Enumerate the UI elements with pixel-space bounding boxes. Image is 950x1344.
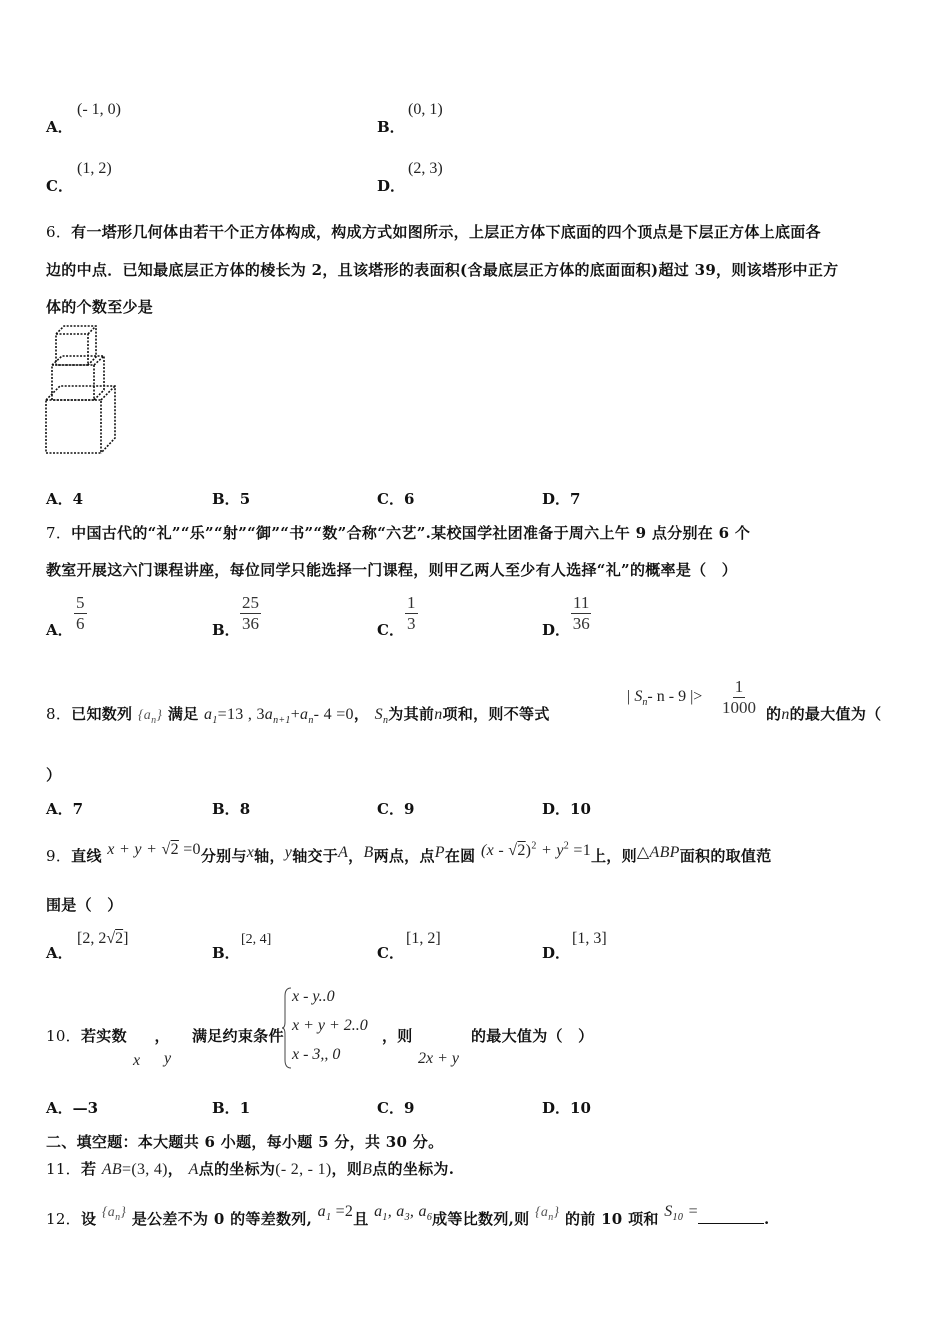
q10-option-b: B．1 xyxy=(212,1099,251,1117)
q7-option-a-fraction: $\frac{5}{6}$ xyxy=(76,593,85,633)
q8-option-b: B．8 xyxy=(212,800,251,818)
q6-text-1: 有一塔形几何体由若干个正方体构成，构成方式如图所示，上层正方体下底面的四个顶点是下层正方体上底面各 xyxy=(71,223,821,241)
q5-option-c-label: C． xyxy=(46,177,73,195)
q10-option-c: C．9 xyxy=(377,1099,415,1117)
q10-var-y: y xyxy=(164,1050,172,1067)
q10-then: ，则 xyxy=(382,1027,413,1045)
q7-line1: 7．中国古代的“礼”“乐”“射”“御”“书”“数”合称“六艺”.某校国学社团准备于周六上午 9 点分别在 6 个 xyxy=(46,524,751,542)
q9-option-c-label: C． xyxy=(377,944,404,962)
q5-option-a-label: A． xyxy=(46,118,73,136)
q8-condition: $a_1=13$ , $3a_{n+1}+a_n-$ 4 =0 xyxy=(204,706,354,727)
q12-s10: $S_{10}$ xyxy=(664,1203,684,1224)
q8-option-a: A．7 xyxy=(46,800,84,818)
q6-line2: 边的中点．已知最底层正方体的棱长为 2，且该塔形的表面积(含最底层正方体的底面面积)超过 39，则该塔形中正方 xyxy=(46,261,839,279)
q10-constraint-1: x - y..0 xyxy=(292,988,335,1005)
q7-option-d-fraction: $\frac{11}{36}$ xyxy=(572,593,590,633)
q5-option-d-label: D． xyxy=(377,177,406,195)
q9-option-b-value: [2, 4] xyxy=(241,932,272,947)
q7-line2: 教室开展这六门课程讲座，每位同学只能选择一门课程，则甲乙两人至少有人选择“礼”的概率是（ ） xyxy=(46,561,738,579)
q8-line1-end: 的n的最大值为（ xyxy=(766,705,882,723)
q12-terms: $a_1$, $a_3$, $a_6$ xyxy=(374,1203,433,1224)
q9-line2: 围是（ ） xyxy=(46,896,123,914)
q9-circle-equation: $(x - √2)^2 + y^2 =1$ xyxy=(480,840,591,859)
q11-coordinate: (- 2, - 1) xyxy=(275,1161,332,1178)
q8-option-d: D．10 xyxy=(542,800,591,818)
q9-option-b-label: B． xyxy=(212,944,240,962)
middle-cube-front xyxy=(52,365,94,400)
q10-brace xyxy=(282,986,292,1070)
q8-close-paren: ） xyxy=(46,766,62,784)
q8-option-c: C．9 xyxy=(377,800,415,818)
q10-option-d: D．10 xyxy=(542,1099,591,1117)
q9-option-d-value: [1, 3] xyxy=(572,930,607,947)
q8-line1: 8．已知数列 $\{a_n\}$ 满足 $a_1=13$ , $3a_{n+1}+a_n-$ 4 =0， $S_n$为其前n项和，则不等式 xyxy=(46,705,550,727)
q12-a1: $a_1 =2$ xyxy=(317,1203,354,1224)
q12-sequence: $\{a_n\}$ xyxy=(101,1205,127,1223)
middle-cube-back xyxy=(52,356,104,400)
q9-option-c-value: [1, 2] xyxy=(406,930,441,947)
q7-option-b-fraction: $\frac{25}{36}$ xyxy=(242,593,259,633)
q10-line: 10．若实数 ， 满足约束条件 xyxy=(46,1027,284,1045)
q10-ask: 的最大值为（ ） xyxy=(471,1027,594,1045)
q11-line: 11．若 AB=(3, 4)， A点的坐标为(- 2, - 1)，则B点的坐标为. xyxy=(46,1160,455,1178)
q10-constraint-2: x + y + 2..0 xyxy=(292,1017,368,1034)
q10-var-x: x xyxy=(133,1052,141,1069)
q9-option-a-value: [2, 2√2] xyxy=(77,930,129,947)
q9-option-a-label: A． xyxy=(46,944,73,962)
q11-vector: AB=(3, 4) xyxy=(101,1161,168,1178)
q9-line-equation: x + y + √2 =0 xyxy=(107,841,201,858)
q5-option-c-value: (1, 2) xyxy=(77,160,112,177)
q7-option-d-label: D． xyxy=(542,621,571,639)
q7-option-a-label: A． xyxy=(46,621,73,639)
q5-option-b-label: B． xyxy=(377,118,405,136)
q10-option-a: A．—3 xyxy=(46,1099,99,1117)
q9-option-d-label: D． xyxy=(542,944,571,962)
q6-option-b: B．5 xyxy=(212,490,251,508)
q8-sn: $S_n$ xyxy=(374,706,389,727)
top-cube-front xyxy=(56,334,88,365)
q7-option-c-label: C． xyxy=(377,621,404,639)
q7-option-b-label: B． xyxy=(212,621,240,639)
q6-option-c: C．6 xyxy=(377,490,415,508)
q7-option-c-fraction: $\frac{1}{3}$ xyxy=(407,593,416,633)
section-2-heading: 二、填空题：本大题共 6 小题，每小题 5 分，共 30 分。 xyxy=(46,1133,444,1151)
q6-number: 6． xyxy=(46,223,72,241)
q9-line1: 9．直线 x + y + √2 =0分别与x轴，y轴交于A，B两点，点P在圆 $(x - √2)^2 + y^2 =1$上，则△ABP面积的取值范 xyxy=(46,840,772,865)
bottom-cube-front xyxy=(46,400,101,453)
q12-line: 12．设 $\{a_n\}$ 是公差不为 0 的等差数列, $a_1 =2$且 $a_1$, $a_3$, $a_6$成等比数列,则 $\{a_n\}$ 的前 10 项和 $S_{10}$ = . xyxy=(46,1203,770,1228)
top-cube-back xyxy=(56,326,96,365)
q10-target: 2x + y xyxy=(418,1050,459,1067)
q10-constraint-3: x - 3,, 0 xyxy=(292,1046,341,1063)
q8-sequence: $\{a_n\}$ xyxy=(137,708,163,726)
q5-option-a-value: (- 1, 0) xyxy=(77,101,121,118)
q5-option-b-value: (0, 1) xyxy=(408,101,443,118)
q6-option-d: D．7 xyxy=(542,490,581,508)
q12-answer-blank[interactable] xyxy=(698,1209,764,1224)
q8-inequality: | $S_n-$ n - 9 |> xyxy=(626,688,703,709)
q6-option-a: A．4 xyxy=(46,490,84,508)
q5-option-d-value: (2, 3) xyxy=(408,160,443,177)
q6-line3: 体的个数至少是 xyxy=(46,298,154,316)
q8-fraction: $\frac{1}{1000}$ xyxy=(722,677,756,717)
tower-cube-figure xyxy=(40,320,130,460)
q12-sequence-2: $\{a_n\}$ xyxy=(534,1205,560,1223)
q6-line1 xyxy=(46,221,821,242)
